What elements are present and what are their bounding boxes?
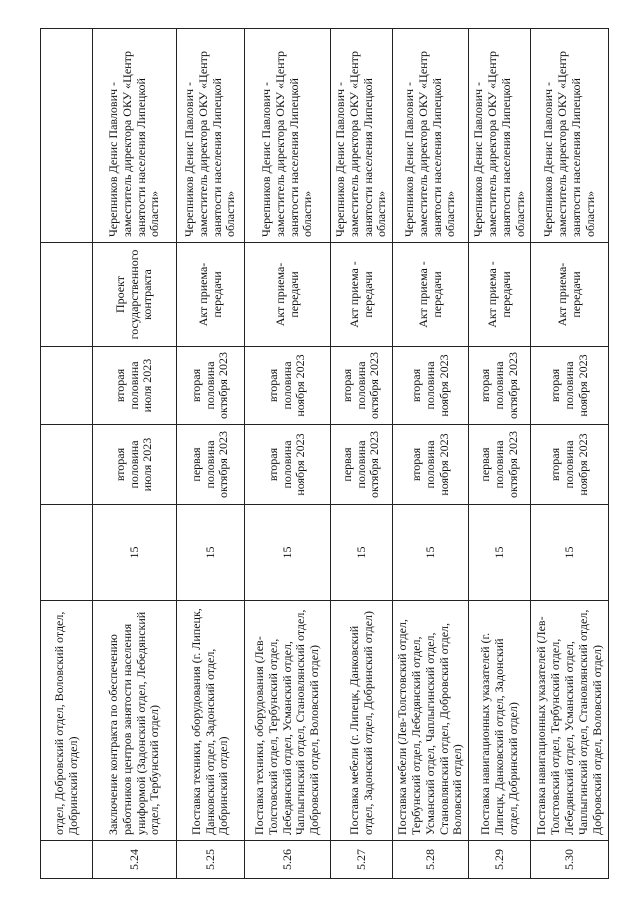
end-date: вторая половина июля 2023 [93,347,177,425]
event-description: отдел, Добровский отдел, Воловский отдел, Добринский отдел) [41,601,93,841]
start-date: первая половина октября 2023 [469,425,531,505]
end-date: вторая половина ноября 2023 [245,347,331,425]
result-document: Акт приема-передачи [177,243,245,347]
start-date: вторая половина ноября 2023 [393,425,469,505]
table-row [93,29,177,879]
plan-table [40,28,609,879]
start-date: вторая половина июля 2023 [93,425,177,505]
duration-days: 15 [393,505,469,601]
responsible-person: Черепников Денис Павлович - заместитель директора ОКУ «Центр занятости населения Липецкой области» [469,29,531,243]
row-number: 5.28 [393,841,469,879]
start-date: вторая половина ноября 2023 [531,425,609,505]
table-row [393,29,469,879]
responsible-person: Черепников Денис Павлович - заместитель директора ОКУ «Центр занятости населения Липецкой области» [245,29,331,243]
row-number: 5.24 [93,841,177,879]
responsible-person [41,29,93,243]
event-description: Заключение контракта по обеспечению работников центров занятости населения униформой (Задонский отдел, Лебедянский отдел, Тербунский отдел) [93,601,177,841]
row-number: 5.25 [177,841,245,879]
row-number: 5.27 [331,841,393,879]
table-row [177,29,245,879]
duration-days: 15 [93,505,177,601]
end-date: вторая половина октября 2023 [331,347,393,425]
responsible-person: Черепников Денис Павлович - заместитель директора ОКУ «Центр занятости населения Липецкой области» [93,29,177,243]
table-row [531,29,609,879]
end-date: вторая половина ноября 2023 [393,347,469,425]
event-description: Поставка мебели (Лев-Толстовский отдел, Тербунский отдел, Лебедянский отдел, Усманский отдел, Чаплыгинский отдел, Становлянский отдел, Добровский отдел, Воловский отдел) [393,601,469,841]
result-document: Проект государственного контракта [93,243,177,347]
end-date: вторая половина октября 2023 [469,347,531,425]
table-row [331,29,393,879]
event-description: Поставка техники, оборудования (г. Липецк, Данковский отдел, Задонский отдел, Добринский отдел) [177,601,245,841]
end-date: вторая половина ноября 2023 [531,347,609,425]
row-number [41,841,93,879]
duration-days: 15 [531,505,609,601]
event-description: Поставка техники, оборудования (Лев-Толстовский отдел, Тербунский отдел, Лебедянский отдел, Усманский отдел, Чаплыгинский отдел, Становлянский отдел, Добровский отдел, Воловский отдел) [245,601,331,841]
start-date: вторая половина ноября 2023 [245,425,331,505]
duration-days: 15 [177,505,245,601]
table-row [41,29,93,879]
start-date: первая половина октября 2023 [177,425,245,505]
end-date: вторая половина октября 2023 [177,347,245,425]
result-document: Акт приема - передачи [331,243,393,347]
responsible-person: Черепников Денис Павлович - заместитель директора ОКУ «Центр занятости населения Липецкой области» [177,29,245,243]
responsible-person: Черепников Денис Павлович - заместитель директора ОКУ «Центр занятости населения Липецкой области» [531,29,609,243]
table-row [469,29,531,879]
end-date [41,347,93,425]
result-document: Акт приема-передачи [531,243,609,347]
event-description: Поставка навигационных указателей (Лев-Толстовский отдел, Тербунский отдел, Лебедянский отдел, Усманский отдел, Чаплыгинский отдел, Становлянский отдел, Добровский отдел, Воловский отдел) [531,601,609,841]
duration-days: 15 [331,505,393,601]
event-description: Поставка навигационных указателей (г. Липецк, Данковский отдел, Задонский отдел, Добринский отдел) [469,601,531,841]
result-document: Акт приема - передачи [469,243,531,347]
result-document [41,243,93,347]
table-row [245,29,331,879]
result-document: Акт приема - передачи [393,243,469,347]
duration-days [41,505,93,601]
responsible-person: Черепников Денис Павлович - заместитель директора ОКУ «Центр занятости населения Липецкой области» [393,29,469,243]
duration-days: 15 [469,505,531,601]
start-date [41,425,93,505]
row-number: 5.29 [469,841,531,879]
duration-days: 15 [245,505,331,601]
row-number: 5.30 [531,841,609,879]
row-number: 5.26 [245,841,331,879]
start-date: первая половина октября 2023 [331,425,393,505]
event-description: Поставка мебели (г. Липецк, Данковский отдел, Задонский отдел, Добринский отдел) [331,601,393,841]
result-document: Акт приема-передачи [245,243,331,347]
responsible-person: Черепников Денис Павлович - заместитель директора ОКУ «Центр занятости населения Липецкой области» [331,29,393,243]
